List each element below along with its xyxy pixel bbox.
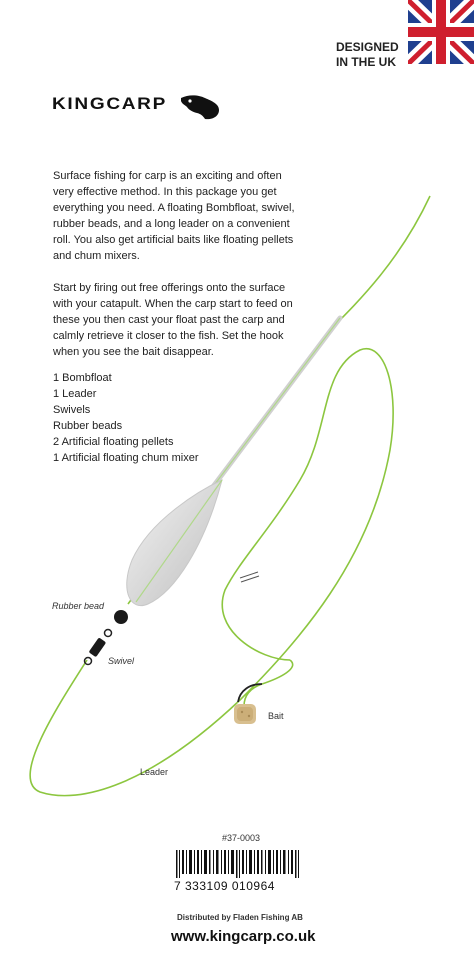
contents-item: 1 Bombfloat (53, 372, 112, 384)
description-paragraph-2: Start by firing out free offerings onto the surface with your catapult. When the carp start to feed on these you then cast your float past the carp and calmly retrieve it closer to the fish. Set the hook when you see the bait disappear. (53, 282, 293, 358)
leader-label: Leader (140, 767, 169, 777)
brand-logo-text: KINGCARP (52, 94, 167, 113)
barcode-number: 7 333109 010964 (174, 879, 275, 893)
designed-line-1: DESIGNED (336, 40, 399, 54)
contents-item: Rubber beads (53, 420, 123, 432)
bombfloat-icon (127, 480, 222, 606)
contents-item: 1 Leader (53, 388, 97, 400)
knot-mark-icon (240, 572, 259, 582)
contents-item: 1 Artificial floating chum mixer (53, 452, 199, 464)
leader-line (30, 349, 393, 796)
rubber-bead-label: Rubber bead (52, 601, 105, 611)
bait-icon (234, 704, 256, 724)
hook-line (244, 660, 293, 706)
distributor-text: Distributed by Fladen Fishing AB (177, 913, 303, 922)
description-paragraph-1: Surface fishing for carp is an exciting and often very effective method. In this package you get everything you need. A floating Bombfloat, swivel, rubber beads, and a long leader on a convenient roll. You also get artificial baits like floating pellets and chum mixers. (53, 170, 295, 262)
website-link[interactable]: www.kingcarp.co.uk (171, 928, 316, 945)
rubber-bead-icon (114, 610, 128, 624)
contents-item: Swivels (53, 404, 91, 416)
sku-number: #37-0003 (222, 833, 261, 843)
bait-label: Bait (268, 711, 284, 721)
contents-item: 2 Artificial floating pellets (53, 436, 174, 448)
designed-line-2: IN THE UK (336, 55, 396, 69)
swivel-label: Swivel (108, 656, 135, 666)
barcode-icon (176, 850, 300, 878)
